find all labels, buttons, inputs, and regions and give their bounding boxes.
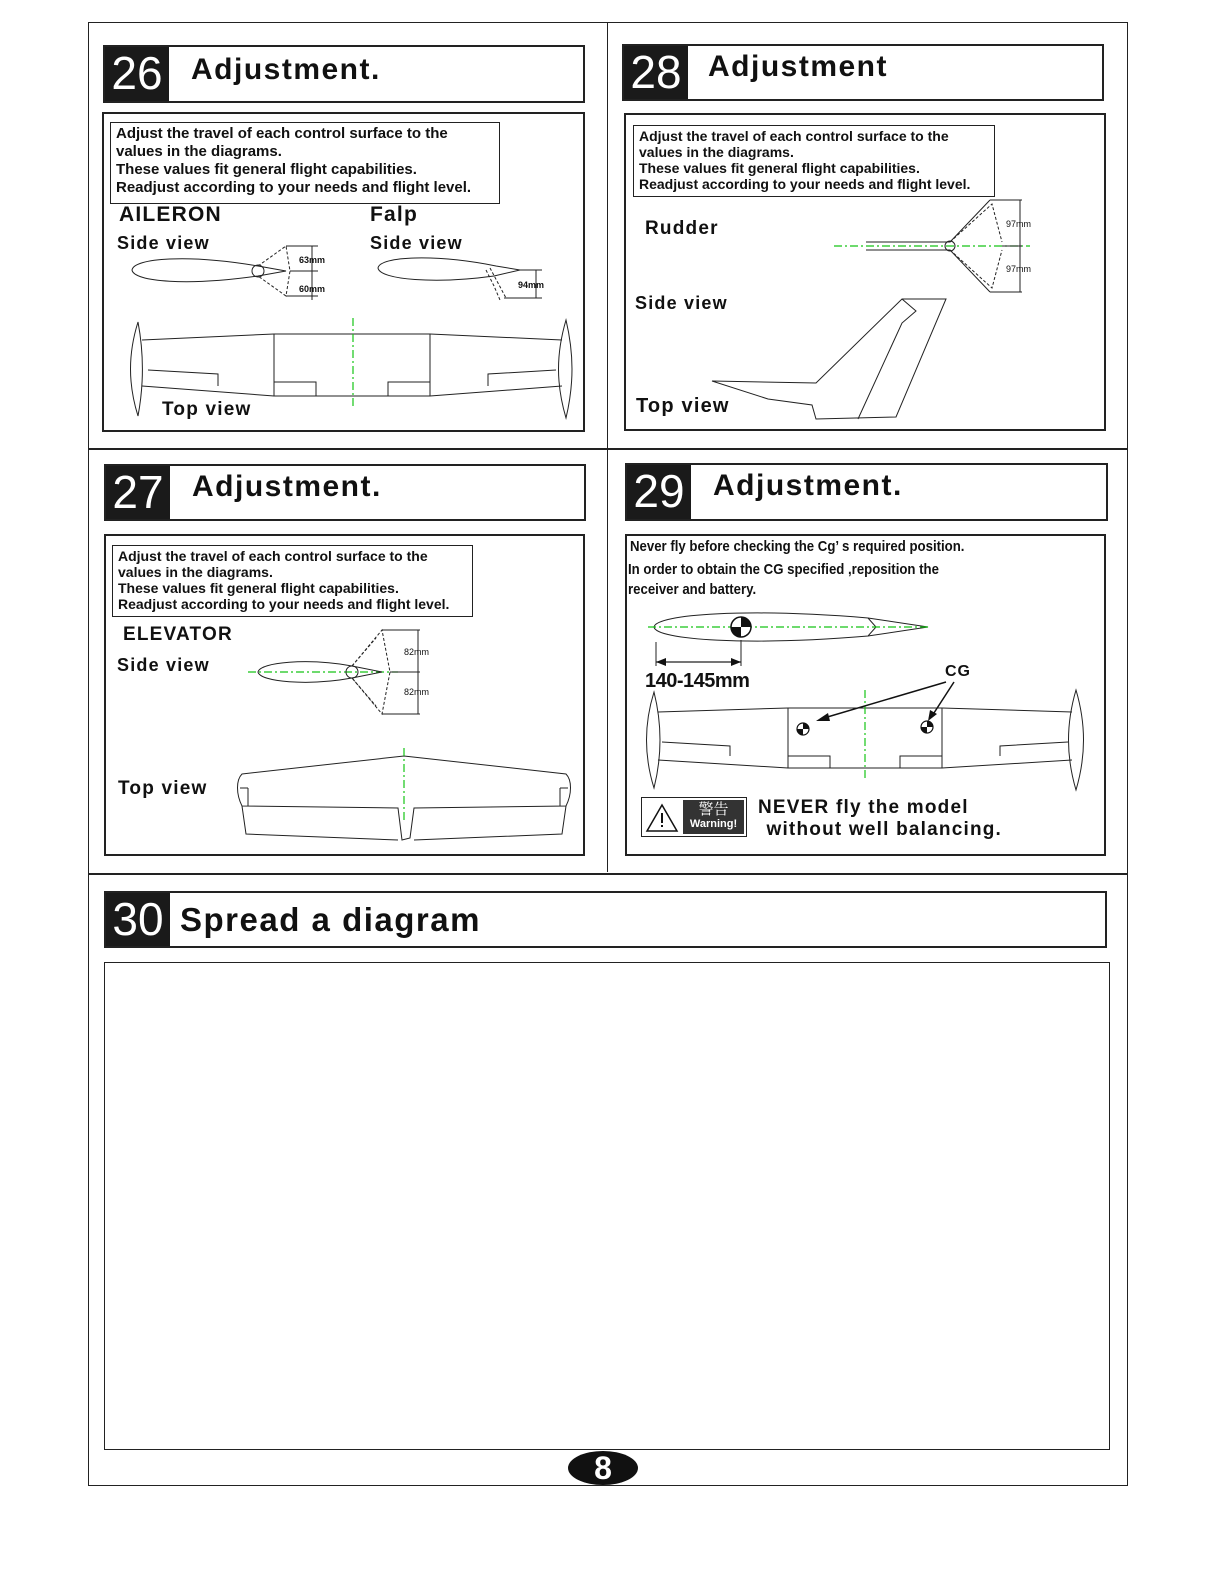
cg-range-label: 140-145mm — [645, 670, 750, 692]
travel-note: Adjust the travel of each control surface to the values in the diagrams. These values fit general flight capabilities. Readjust according to your needs and flight level. — [112, 545, 473, 617]
side-view-label: Side view — [370, 233, 463, 253]
top-view-label: Top view — [118, 778, 208, 799]
cg-airfoil-diagram — [648, 604, 938, 674]
step-title: Adjustment. — [191, 53, 381, 86]
flap-airfoil-diagram — [376, 248, 556, 308]
cg-instruction-line-2: In order to obtain the CG specified ,reposition the — [628, 561, 939, 578]
top-view-label: Top view — [636, 395, 730, 417]
rudder-deflection-diagram — [830, 198, 1030, 298]
step-number: 29 — [627, 465, 691, 519]
spread-diagram-area — [104, 962, 1110, 1450]
step-number: 28 — [624, 46, 688, 99]
step-28-header — [622, 44, 1104, 101]
never-fly-line-2: without well balancing. — [760, 819, 1003, 840]
step-title: Adjustment. — [713, 469, 903, 502]
divider-row-2 — [88, 873, 1128, 875]
aileron-label: AILERON — [119, 203, 222, 226]
never-fly-line-1: NEVER fly the model — [758, 797, 969, 818]
elevator-label: ELEVATOR — [123, 624, 233, 645]
elevator-deflection-diagram — [248, 628, 428, 718]
warning-badge — [641, 797, 747, 837]
cg-label: CG — [945, 663, 971, 680]
wing-top-view — [126, 314, 580, 420]
warning-cn-text: 警告 — [698, 800, 729, 818]
travel-note: Adjust the travel of each control surface to the values in the diagrams. These values fit general flight capabilities. Readjust according to your needs and flight level. — [110, 122, 500, 204]
warning-en-text: Warning! — [689, 818, 738, 830]
flap-dim: 94mm — [518, 280, 545, 290]
aileron-down-dim: 60mm — [299, 284, 326, 294]
stabilizer-top-view — [232, 748, 576, 844]
travel-note: Adjust the travel of each control surface to the values in the diagrams. These values fit general flight capabilities. Readjust according to your needs and flight level. — [633, 125, 995, 197]
top-view-label: Top view — [162, 399, 252, 420]
side-view-label: Side view — [117, 655, 210, 675]
step-27-header — [104, 464, 586, 521]
aileron-up-dim: 63mm — [299, 255, 326, 265]
step-number: 26 — [105, 47, 169, 101]
aileron-airfoil-diagram — [128, 240, 328, 310]
divider-vertical — [607, 22, 608, 872]
side-view-label: Side view — [635, 293, 728, 313]
cg-wing-top-view — [640, 680, 1090, 792]
step-29-header — [625, 463, 1108, 521]
page-number: 8 — [568, 1451, 638, 1485]
flap-label: Falp — [370, 203, 418, 226]
step-26-header — [103, 45, 585, 103]
rudder-up-dim: 97mm — [1006, 219, 1032, 229]
rudder-down-dim: 97mm — [1006, 264, 1032, 274]
warning-triangle-icon — [645, 803, 679, 833]
cg-instruction-line-1: Never fly before checking the Cg’ s required position. — [630, 538, 965, 555]
step-title: Adjustment — [708, 50, 888, 83]
side-view-label: Side view — [117, 233, 210, 253]
divider-row-1 — [88, 448, 1128, 450]
rudder-label: Rudder — [645, 218, 719, 239]
step-title: Spread a diagram — [180, 901, 481, 938]
tail-fin-diagram — [708, 295, 958, 425]
elevator-up-dim: 82mm — [404, 647, 430, 657]
step-30-header — [104, 891, 1107, 948]
step-title: Adjustment. — [192, 470, 382, 503]
cg-instruction-line-3: receiver and battery. — [628, 581, 757, 598]
warning-label-box — [683, 800, 744, 834]
step-number: 30 — [106, 893, 170, 946]
elevator-down-dim: 82mm — [404, 687, 430, 697]
step-number: 27 — [106, 466, 170, 519]
